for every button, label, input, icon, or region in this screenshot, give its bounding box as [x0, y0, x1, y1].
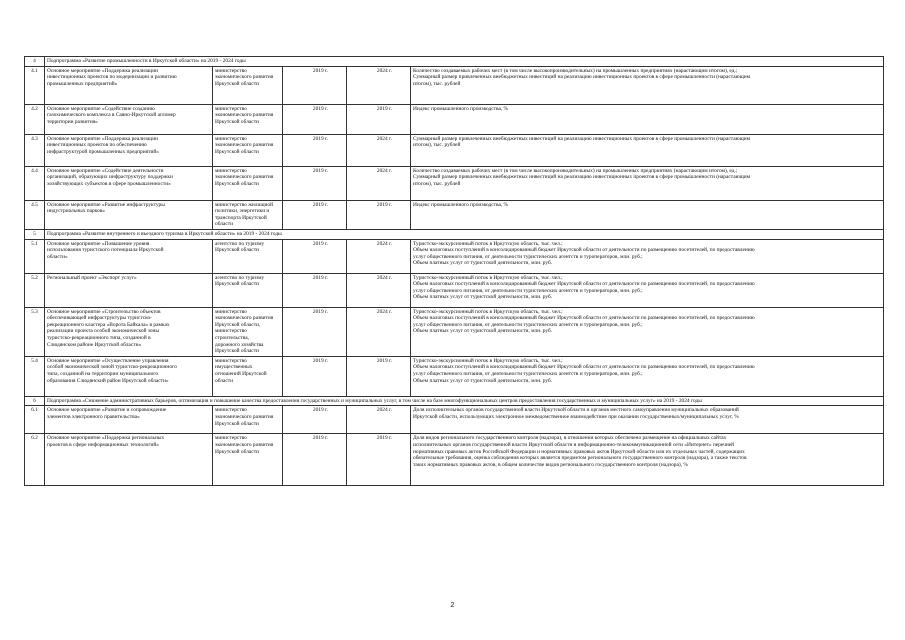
start-year: 2019 г.: [283, 134, 347, 166]
executor: агентство по туризму Иркутской области: [213, 239, 283, 273]
event-name: Основное мероприятие «Повышение уровня использования туристского потенциала Иркутской области»: [45, 239, 213, 273]
page-number: 2: [450, 602, 455, 609]
start-year: 2019 г.: [283, 104, 347, 134]
executor: министерство экономического развития Иркутской области: [213, 406, 283, 434]
executor: министерство экономического развития Иркутской области: [213, 434, 283, 486]
table-row: [25, 134, 884, 166]
table-row: [25, 434, 884, 486]
event-name: Основное мероприятие «Строительство объектов обеспечивающей инфраструктуры туристско- рекреационного кластера «Ворота Байкала» в рамках реализации проекта особой экономической зоны туристско-рекреационного типа, созданной в Слюдянском районе Иркутской области»: [45, 307, 213, 356]
executor: министерство экономического развития Иркутской области: [213, 104, 283, 134]
event-name: Основное мероприятие «Поддержка региональных проектов в сфере информационных технологий»: [45, 434, 213, 486]
section-number: 5: [25, 229, 45, 239]
section-row: [25, 57, 884, 67]
end-year: 2024 г.: [347, 239, 411, 273]
section-title: Подпрограмма «Снижение административных барьеров, оптимизация и повышение качества предоставления государственных и муниципальных услуг, в том числе на базе многофункциональных центров предоставления государственных и муниципальных услуг» на 2019 - 2024 годы: [45, 396, 884, 406]
start-year: 2019 г.: [283, 66, 347, 104]
indicator-text: Индекс промышленного производства, %: [411, 200, 884, 229]
end-year: 2019 г.: [347, 434, 411, 486]
item-number: 5.1: [25, 239, 45, 273]
executor: министерство экономического развития Иркутской области, министерство строительства, дорожного хозяйства Иркутской области: [213, 307, 283, 356]
section-number: 6: [25, 396, 45, 406]
executor: министерство экономического развития Иркутской области: [213, 66, 283, 104]
event-name: Основное мероприятие «Развитие инфраструктуры индустриальных парков»: [45, 200, 213, 229]
indicator-text: Индекс промышленного производства, %: [411, 104, 884, 134]
item-number: 4.3: [25, 134, 45, 166]
item-number: 5.4: [25, 356, 45, 396]
table-row: [25, 200, 884, 229]
indicator-text: Доля исполнительных органов государственной власти Иркутской области и органов местного самоуправления муниципальных образований Иркутской области, использующих электронное межведомственное взаимодействие при оказании государственных/муниципальных услуг, %: [411, 406, 884, 434]
table-row: [25, 356, 884, 396]
end-year: 2019 г.: [347, 356, 411, 396]
event-name: Основное мероприятие «Поддержка реализации инвестиционных проектов по обеспечению инфраструктурой промышленных предприятий»: [45, 134, 213, 166]
indicator-text: Суммарный размер привлеченных внебюджетных инвестиций на реализацию инвестиционных проектов в сфере промышленности (нарастающим итогом), тыс. рублей: [411, 134, 884, 166]
item-number: 5.3: [25, 307, 45, 356]
table-row: [25, 166, 884, 200]
event-name: Основное мероприятие «Содействие деятельности организаций, образующих инфраструктуру поддержки хозяйствующих субъектов в сфере промышленности»: [45, 166, 213, 200]
end-year: 2024 г.: [347, 134, 411, 166]
end-year: 2019 г.: [347, 200, 411, 229]
indicator-text: Туристско-экскурсионный поток в Иркутскую область, тыс. чел.; Объем налоговых поступлений в консолидированный бюджет Иркутской области от деятельности по размещению посетителей, по предоставлению услуг общественного питания, от деятельности туристических агентств и туроператоров, млн. руб.; Объем платных услуг от туристской деятельности, млн. руб.: [411, 273, 884, 307]
event-name: Региональный проект «Экспорт услуг»: [45, 273, 213, 307]
executor: министерство экономического развития Иркутской области: [213, 166, 283, 200]
item-number: 6.1: [25, 406, 45, 434]
start-year: 2019 г.: [283, 166, 347, 200]
event-name: Основное мероприятие «Поддержка реализации инвестиционных проектов по модернизации и развитию промышленных предприятий»: [45, 66, 213, 104]
start-year: 2019 г.: [283, 434, 347, 486]
end-year: 2024 г.: [347, 273, 411, 307]
program-table: [24, 56, 884, 486]
end-year: 2024 г.: [347, 66, 411, 104]
end-year: 2024 г.: [347, 307, 411, 356]
start-year: 2019 г.: [283, 239, 347, 273]
event-name: Основное мероприятие «Развитие и сопровождение элементов электронного правительства»: [45, 406, 213, 434]
start-year: 2019 г.: [283, 356, 347, 396]
section-title: Подпрограмма «Развитие внутреннего и въездного туризма в Иркутской области» на 2019 - 2024 годы: [45, 229, 884, 239]
item-number: 4.1: [25, 66, 45, 104]
indicator-text: Количество создаваемых рабочих мест (в том числе высокопроизводительных) на промышленных предприятиях (нарастающим итогом), ед.; Суммарный размер привлеченных внебюджетных инвестиций на реализацию инвестиционных проектов в сфере промышленности (нарастающим итогом), тыс. рублей: [411, 66, 884, 104]
table-row: [25, 273, 884, 307]
item-number: 6.2: [25, 434, 45, 486]
indicator-text: Туристско-экскурсионный поток в Иркутскую область, тыс. чел.; Объем налоговых поступлений в консолидированный бюджет Иркутской области от деятельности по размещению посетителей, по предоставлению услуг общественного питания, от деятельности туристических агентств и туроператоров, млн. руб.; Объем платных услуг от туристской деятельности, млн. руб.: [411, 307, 884, 356]
indicator-text: Доля видов регионального государственного контроля (надзора), в отношении которых обеспечено размещение на официальных сайтах исполнительных органов государственной власти Иркутской области в информационно-телекоммуникационной сети «Интернет» перечней нормативных правовых актов Российской Федерации и нормативных правовых актов Иркутской области или их отдельных частей, содержащих обязательные требования, оценка соблюдения которых является предметом регионального государственного контроля (надзора), а также текстов таких нормативных правовых актов, в общем количестве видов регионального государственного контроля (надзора), %: [411, 434, 884, 486]
section-row: [25, 396, 884, 406]
event-name: Основное мероприятие «Содействие созданию газохимического комплекса в Саяно-Иркутской агломер территории развития»: [45, 104, 213, 134]
table-row: [25, 239, 884, 273]
table-row: [25, 406, 884, 434]
item-number: 5.2: [25, 273, 45, 307]
section-row: [25, 229, 884, 239]
executor: министерство жилищной политики, энергетики и транспорта Иркутской области: [213, 200, 283, 229]
item-number: 4.4: [25, 166, 45, 200]
start-year: 2019 г.: [283, 307, 347, 356]
executor: министерство имущественных отношений Иркутской области: [213, 356, 283, 396]
start-year: 2019 г.: [283, 273, 347, 307]
start-year: 2019 г.: [283, 200, 347, 229]
indicator-text: Туристско-экскурсионный поток в Иркутскую область, тыс. чел.; Объем налоговых поступлений в консолидированный бюджет Иркутской области от деятельности по размещению посетителей, по предоставлению услуг общественного питания, от деятельности туристических агентств и туроператоров, млн. руб.; Объем платных услуг от туристской деятельности, млн. руб.: [411, 239, 884, 273]
end-year: 2024 г.: [347, 166, 411, 200]
table-row: [25, 104, 884, 134]
executor: агентство по туризму Иркутской области: [213, 273, 283, 307]
table-row: [25, 66, 884, 104]
item-number: 4.2: [25, 104, 45, 134]
table-row: [25, 307, 884, 356]
section-number: 4: [25, 57, 45, 67]
indicator-text: Туристско-экскурсионный поток в Иркутскую область, тыс. чел.; Объем налоговых поступлений в консолидированный бюджет Иркутской области от деятельности по размещению посетителей, по предоставлению услуг общественного питания, от деятельности туристических агентств и туроператоров, млн. руб.; Объем платных услуг от туристской деятельности, млн. руб.: [411, 356, 884, 396]
section-title: Подпрограмма «Развитие промышленности в Иркутской области» на 2019 - 2024 годы: [45, 57, 884, 67]
indicator-text: Количество создаваемых рабочих мест (в том числе высокопроизводительных) на промышленных предприятиях (нарастающим итогом), ед.; Суммарный размер привлеченных внебюджетных инвестиций на реализацию инвестиционных проектов в сфере промышленности (нарастающим итогом), тыс. рублей: [411, 166, 884, 200]
start-year: 2019 г.: [283, 406, 347, 434]
event-name: Основное мероприятие «Осуществление управления особой экономической зоной туристско-рекреационного типа, созданной на территории муниципального образования Слюдянский район Иркутской области»: [45, 356, 213, 396]
item-number: 4.5: [25, 200, 45, 229]
end-year: 2019 г.: [347, 104, 411, 134]
end-year: 2024 г.: [347, 406, 411, 434]
executor: министерство экономического развития Иркутской области: [213, 134, 283, 166]
